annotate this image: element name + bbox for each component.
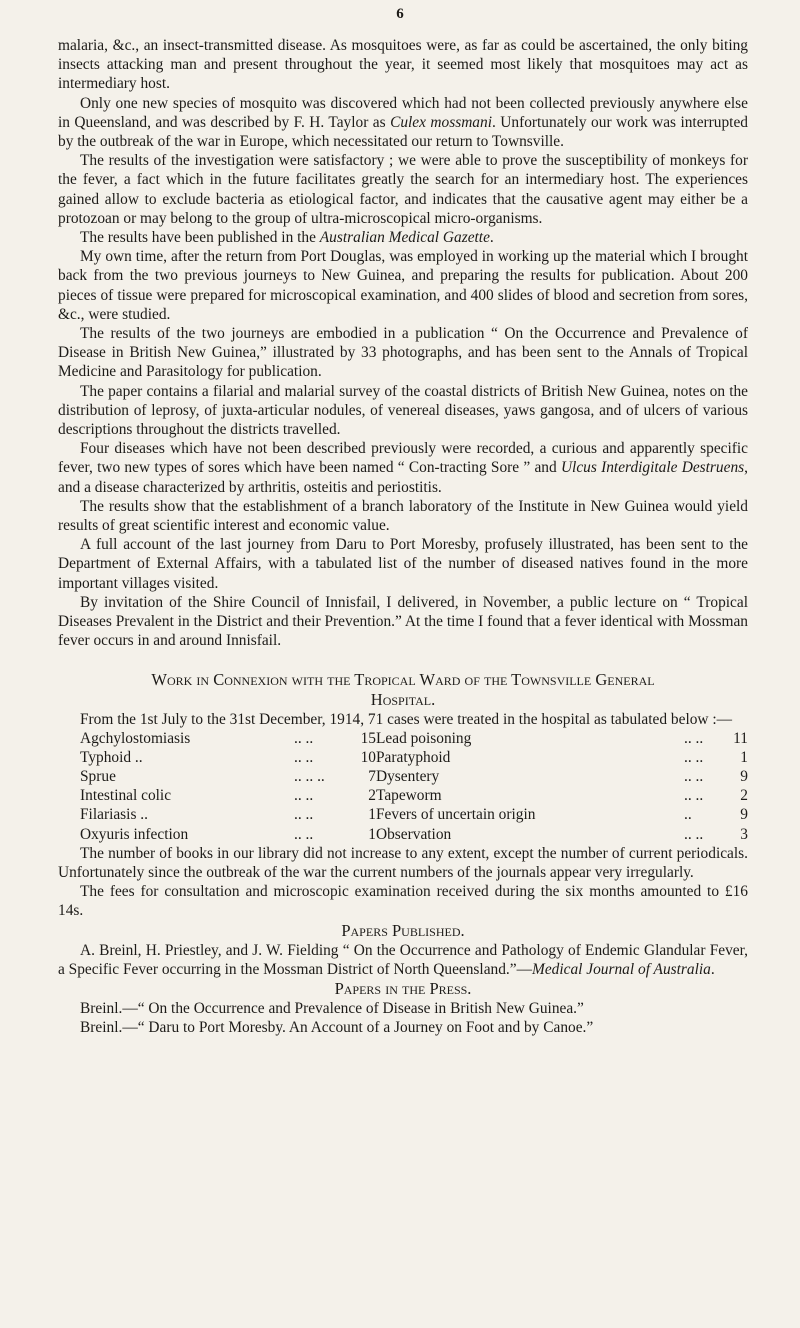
disease-name: Oxyuris infection	[80, 825, 189, 843]
disease-name: Tapeworm	[376, 787, 442, 805]
text-span: .	[710, 960, 715, 978]
paragraph-two-journeys: The results of the two journeys are embodied in a publication “ On the Occurrence and Prevalence of Disease in British New Guinea,” illustrated by 33 photographs, and has been sent to the Annals of Tropical Medicine and Parasitology for publication.	[58, 325, 748, 381]
text-span: The results have been published in the	[80, 229, 320, 247]
paragraph-published	[58, 228, 748, 247]
disease-name: Observation	[376, 825, 452, 843]
page-number: 6	[396, 6, 404, 22]
table-row	[80, 729, 376, 748]
journal-title: Medical Journal of Australia	[532, 960, 711, 978]
disease-name: Sprue	[80, 768, 116, 786]
leader-dots: .. ..	[294, 748, 314, 766]
leader-dots: .. ..	[684, 729, 704, 747]
text-span: .	[489, 229, 494, 247]
case-count: 9	[740, 768, 748, 786]
case-count: 7	[368, 768, 376, 786]
paragraph-innisfail-lecture: By invitation of the Shire Council of Innisfail, I delivered, in November, a public lecture on “ Tropical Diseases Prevalent in the District and their Prevention.” At the time I found that a fever identical with Mossman fever occurs in and around Innisfail.	[58, 593, 748, 650]
leader-dots: .. ..	[684, 825, 704, 843]
leader-dots: .. ..	[294, 729, 314, 747]
paragraph-investigation-results: The results of the investigation were satisfactory ; we were able to prove the susceptibility of monkeys for the fever, a fact which in the future facilitates greatly the search for an intermediary host. The experiences gained allow to exclude bacteria as etiological factor, and indicates that the causative agent may either be a protozoan or may belong to the group of ultra-microscopical micro-organisms.	[58, 152, 748, 227]
disease-name: Dysentery	[376, 768, 440, 786]
case-count: 11	[733, 729, 748, 747]
cases-column-right	[376, 729, 748, 844]
leader-dots: .. ..	[294, 806, 314, 824]
section-heading-ward: Work in Connexion with the Tropical Ward of the Townsville General	[151, 669, 655, 689]
table-row	[376, 729, 748, 748]
text-span: Only one new species of mosquito was discovered which had not been collected previously anywhere else in Queensland, and was described by F. H. Taylor as	[58, 94, 748, 131]
journal-title: Australian Medical Gazette	[319, 229, 490, 247]
case-count: 2	[740, 787, 748, 805]
table-row	[376, 825, 748, 844]
leader-dots: .. ..	[684, 748, 704, 766]
paragraph-mosquito-species	[58, 94, 748, 152]
table-row	[376, 805, 748, 824]
cases-table	[80, 729, 748, 844]
paragraph-own-time: My own time, after the return from Port Douglas, was employed in working up the material which I brought back from the two previous journeys to New Guinea, and preparing the results for publication. About 200 pieces of tissue were prepared for microscopical examination, and 400 slides of blood and secretion from sores, &c., were studied.	[58, 248, 748, 323]
table-row	[80, 825, 376, 844]
case-count: 2	[368, 787, 376, 805]
disease-name: Intestinal colic	[80, 787, 172, 805]
case-count: 3	[740, 825, 748, 843]
leader-dots: .. ..	[684, 768, 704, 786]
case-count: 1	[368, 825, 376, 843]
disease-name: Lead poisoning	[376, 729, 472, 747]
paragraph-press-2: Breinl.—“ Daru to Port Moresby. An Account of a Journey on Foot and by Canoe.”	[80, 1019, 594, 1037]
paragraph-four-diseases	[58, 439, 748, 497]
table-row	[80, 767, 376, 786]
leader-dots: .. ..	[294, 825, 314, 843]
disease-name: Paratyphoid	[376, 748, 451, 766]
table-row	[376, 748, 748, 767]
case-count: 1	[740, 748, 748, 766]
disease-name: Typhoid ..	[80, 748, 143, 766]
paragraph-library: The number of books in our library did not increase to any extent, except the number of current periodicals. Unfortunately since the outbreak of the war the current numbers of the journals appear very irregularly.	[58, 844, 748, 882]
table-row	[376, 767, 748, 786]
text-span: . Unfortunately our work was interrupted by the outbreak of the war in Europe, which necessitated our return to Townsville.	[58, 113, 748, 151]
section-heading-papers-press: Papers in the Press.	[334, 979, 472, 999]
paragraph-paper-contents: The paper contains a filarial and malarial survey of the coastal districts of British New Guinea, notes on the distribution of leprosy, of juxta-articular nodules, of venereal diseases, yaws gangosa, and of ulcers of various descriptions throughout the districts travelled.	[58, 382, 748, 439]
table-row	[80, 786, 376, 805]
text-span: , and a disease characterized by arthritis, osteitis and periostitis.	[58, 459, 748, 496]
case-count: 15	[360, 729, 376, 747]
leader-dots: ..	[684, 806, 692, 824]
leader-dots: .. ..	[684, 787, 704, 805]
paragraph-papers-published	[58, 941, 748, 979]
cases-column-left	[80, 729, 376, 844]
table-row	[80, 805, 376, 824]
paragraph-press-1: Breinl.—“ On the Occurrence and Prevalence of Disease in British New Guinea.”	[80, 1000, 584, 1018]
paragraph-cases-intro: From the 1st July to the 31st December, 1914, 71 cases were treated in the hospital as tabulated below :—	[80, 710, 733, 728]
leader-dots: .. .. ..	[294, 768, 325, 786]
case-count: 9	[740, 806, 748, 824]
leader-dots: .. ..	[294, 787, 314, 805]
paragraph-full-account: A full account of the last journey from Daru to Port Moresby, profusely illustrated, has been sent to the Department of External Affairs, with a tabulated list of the number of diseased natives found in the more important villages visited.	[58, 536, 748, 592]
disease-name: Agchylostomiasis	[80, 729, 191, 747]
paragraph-fees: The fees for consultation and microscopic examination received during the six months amounted to £16 14s.	[58, 883, 748, 920]
text-span: Four diseases which have not been described previously were recorded, a curious and apparently specific fever, two new types of sores which have been named “ Con-tracting Sore ” and	[58, 440, 748, 477]
section-heading-ward-cont: Hospital.	[370, 689, 436, 709]
disease-name: Filariasis ..	[80, 806, 148, 824]
section-heading-papers-published: Papers Published.	[341, 920, 465, 940]
paragraph-malaria: malaria, &c., an insect-transmitted disease. As mosquitoes were, as far as could be ascertained, the only biting insects attacking man and present throughout the year, it seemed most likely that mosquitoes may act as intermediary host.	[58, 37, 748, 93]
text-span: A. Breinl, H. Priestley, and J. W. Fielding “ On the Occurrence and Pathology of Endemic Glandular Fever, a Specific Fever occurring in the Mossman District of North Queensland.”—	[58, 941, 748, 978]
table-row	[80, 748, 376, 767]
case-count: 10	[360, 748, 376, 766]
paragraph-branch-laboratory: The results show that the establishment of a branch laboratory of the Institute in New Guinea would yield results of great scientific interest and economic value.	[58, 497, 748, 535]
page-body	[58, 36, 748, 1037]
disease-name: Fevers of uncertain origin	[376, 806, 536, 824]
disease-name: Ulcus Interdigitale Destruens	[560, 459, 745, 477]
table-row	[376, 786, 748, 805]
case-count: 1	[368, 806, 376, 824]
species-name: Culex mossmani	[390, 113, 492, 131]
